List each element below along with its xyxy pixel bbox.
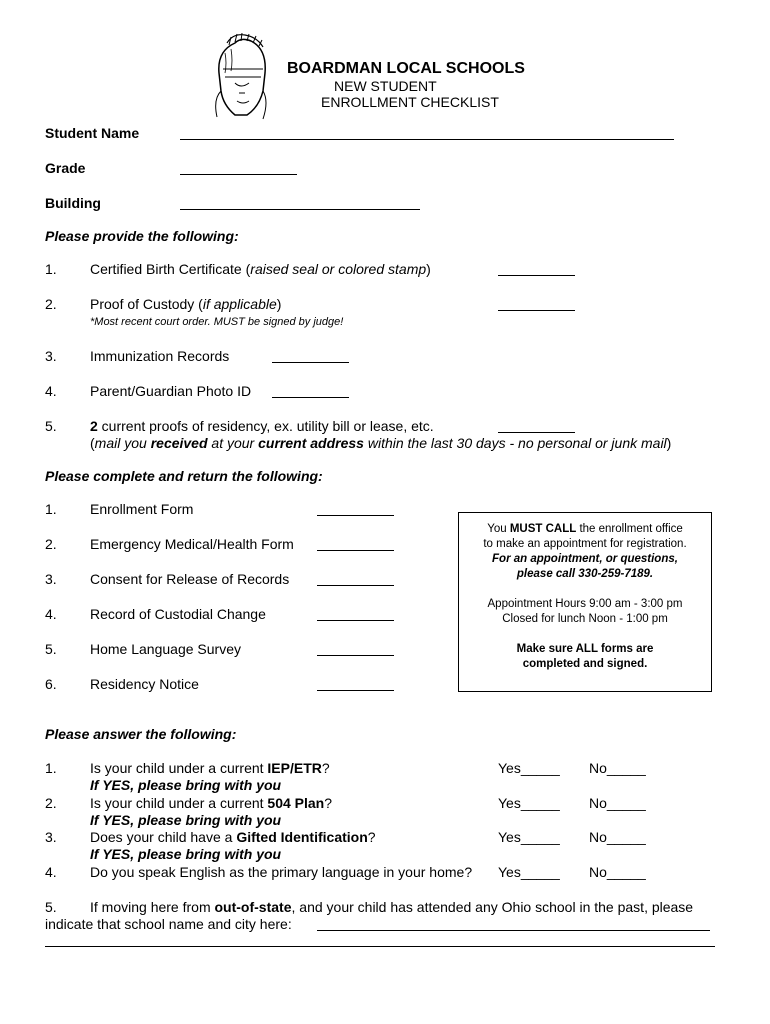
answer-num-3: 3. xyxy=(45,829,57,845)
answer-num-4: 4. xyxy=(45,864,57,880)
question-4: Do you speak English as the primary language in your home? xyxy=(90,864,473,880)
complete-line-6[interactable] xyxy=(317,690,394,691)
complete-heading: Please complete and return the following: xyxy=(45,468,323,484)
complete-item-5: Home Language Survey xyxy=(90,641,241,657)
enrollment-notice-box xyxy=(458,512,712,692)
complete-item-2: Emergency Medical/Health Form xyxy=(90,536,294,552)
provide-item-1: Certified Birth Certificate (raised seal or colored stamp) xyxy=(90,261,431,277)
school-title: BOARDMAN LOCAL SCHOOLS xyxy=(287,60,525,77)
provide-heading: Please provide the following: xyxy=(45,228,239,244)
complete-item-3: Consent for Release of Records xyxy=(90,571,290,587)
subtitle-checklist: ENROLLMENT CHECKLIST xyxy=(321,94,499,110)
complete-line-3[interactable] xyxy=(317,585,394,586)
provide-item-3: Immunization Records xyxy=(90,348,230,364)
complete-num-5: 5. xyxy=(45,641,57,657)
q3-no[interactable]: No_____ xyxy=(589,829,646,845)
complete-num-2: 2. xyxy=(45,536,57,552)
notice-line-5: Appointment Hours 9:00 am - 3:00 pm xyxy=(487,598,683,610)
q3-bring-note: If YES, please bring with you xyxy=(90,846,282,862)
q1-yes[interactable]: Yes_____ xyxy=(498,760,560,776)
q2-bring-note: If YES, please bring with you xyxy=(90,812,282,828)
q2-no[interactable]: No_____ xyxy=(589,795,646,811)
q4-yes[interactable]: Yes_____ xyxy=(498,864,560,880)
provide-line-2[interactable] xyxy=(498,310,575,311)
provide-line-1[interactable] xyxy=(498,275,575,276)
provide-num-4: 4. xyxy=(45,383,57,399)
building-label: Building xyxy=(45,195,101,211)
notice-line-7: Make sure ALL forms are xyxy=(516,643,654,655)
complete-line-1[interactable] xyxy=(317,515,394,516)
grade-label: Grade xyxy=(45,160,86,176)
notice-line-8: completed and signed. xyxy=(522,658,648,670)
question-5: If moving here from out-of-state, and your child has attended any Ohio school in the past, please xyxy=(90,899,694,915)
answer-heading: Please answer the following: xyxy=(45,726,237,742)
q3-yes[interactable]: Yes_____ xyxy=(498,829,560,845)
school-name-line-2[interactable] xyxy=(45,946,715,947)
school-name-line[interactable] xyxy=(317,930,710,931)
provide-item-4: Parent/Guardian Photo ID xyxy=(90,383,252,399)
complete-num-3: 3. xyxy=(45,571,57,587)
provide-item-2: Proof of Custody (if applicable) xyxy=(90,296,282,312)
provide-line-3[interactable] xyxy=(272,362,349,363)
complete-line-2[interactable] xyxy=(317,550,394,551)
provide-num-5: 5. xyxy=(45,418,57,434)
building-line[interactable] xyxy=(180,209,420,210)
subtitle-new-student: NEW STUDENT xyxy=(334,78,437,94)
provide-item-5-detail: (mail you received at your current address within the last 30 days - no personal or junk mail) xyxy=(90,435,672,451)
provide-num-2: 2. xyxy=(45,296,57,312)
q4-no[interactable]: No_____ xyxy=(589,864,646,880)
question-3: Does your child have a Gifted Identification? xyxy=(90,829,376,845)
student-name-line[interactable] xyxy=(180,139,674,140)
provide-num-1: 1. xyxy=(45,261,57,277)
notice-line-2: to make an appointment for registration. xyxy=(483,538,687,550)
notice-line-6: Closed for lunch Noon - 1:00 pm xyxy=(502,613,668,625)
answer-num-2: 2. xyxy=(45,795,57,811)
complete-item-4: Record of Custodial Change xyxy=(90,606,266,622)
question-5-line2: indicate that school name and city here: xyxy=(45,916,292,932)
question-1: Is your child under a current IEP/ETR? xyxy=(90,760,330,776)
notice-line-1: You MUST CALL the enrollment office xyxy=(487,523,683,535)
q2-yes[interactable]: Yes_____ xyxy=(498,795,560,811)
complete-num-6: 6. xyxy=(45,676,57,692)
provide-num-3: 3. xyxy=(45,348,57,364)
custody-note: *Most recent court order. MUST be signed by judge! xyxy=(90,316,344,328)
spartan-helmet-logo xyxy=(205,33,277,123)
provide-item-5: 2 current proofs of residency, ex. utility bill or lease, etc. xyxy=(90,418,434,434)
provide-line-5[interactable] xyxy=(498,432,575,433)
answer-num-5: 5. xyxy=(45,899,57,915)
q1-bring-note: If YES, please bring with you xyxy=(90,777,282,793)
complete-line-5[interactable] xyxy=(317,655,394,656)
complete-item-6: Residency Notice xyxy=(90,676,199,692)
complete-num-4: 4. xyxy=(45,606,57,622)
notice-line-4: please call 330-259-7189. xyxy=(516,568,654,580)
student-name-label: Student Name xyxy=(45,125,140,141)
notice-line-3: For an appointment, or questions, xyxy=(492,553,678,565)
question-2: Is your child under a current 504 Plan? xyxy=(90,795,333,811)
answer-num-1: 1. xyxy=(45,760,57,776)
grade-line[interactable] xyxy=(180,174,297,175)
complete-item-1: Enrollment Form xyxy=(90,501,194,517)
complete-num-1: 1. xyxy=(45,501,57,517)
complete-line-4[interactable] xyxy=(317,620,394,621)
provide-line-4[interactable] xyxy=(272,397,349,398)
q1-no[interactable]: No_____ xyxy=(589,760,646,776)
